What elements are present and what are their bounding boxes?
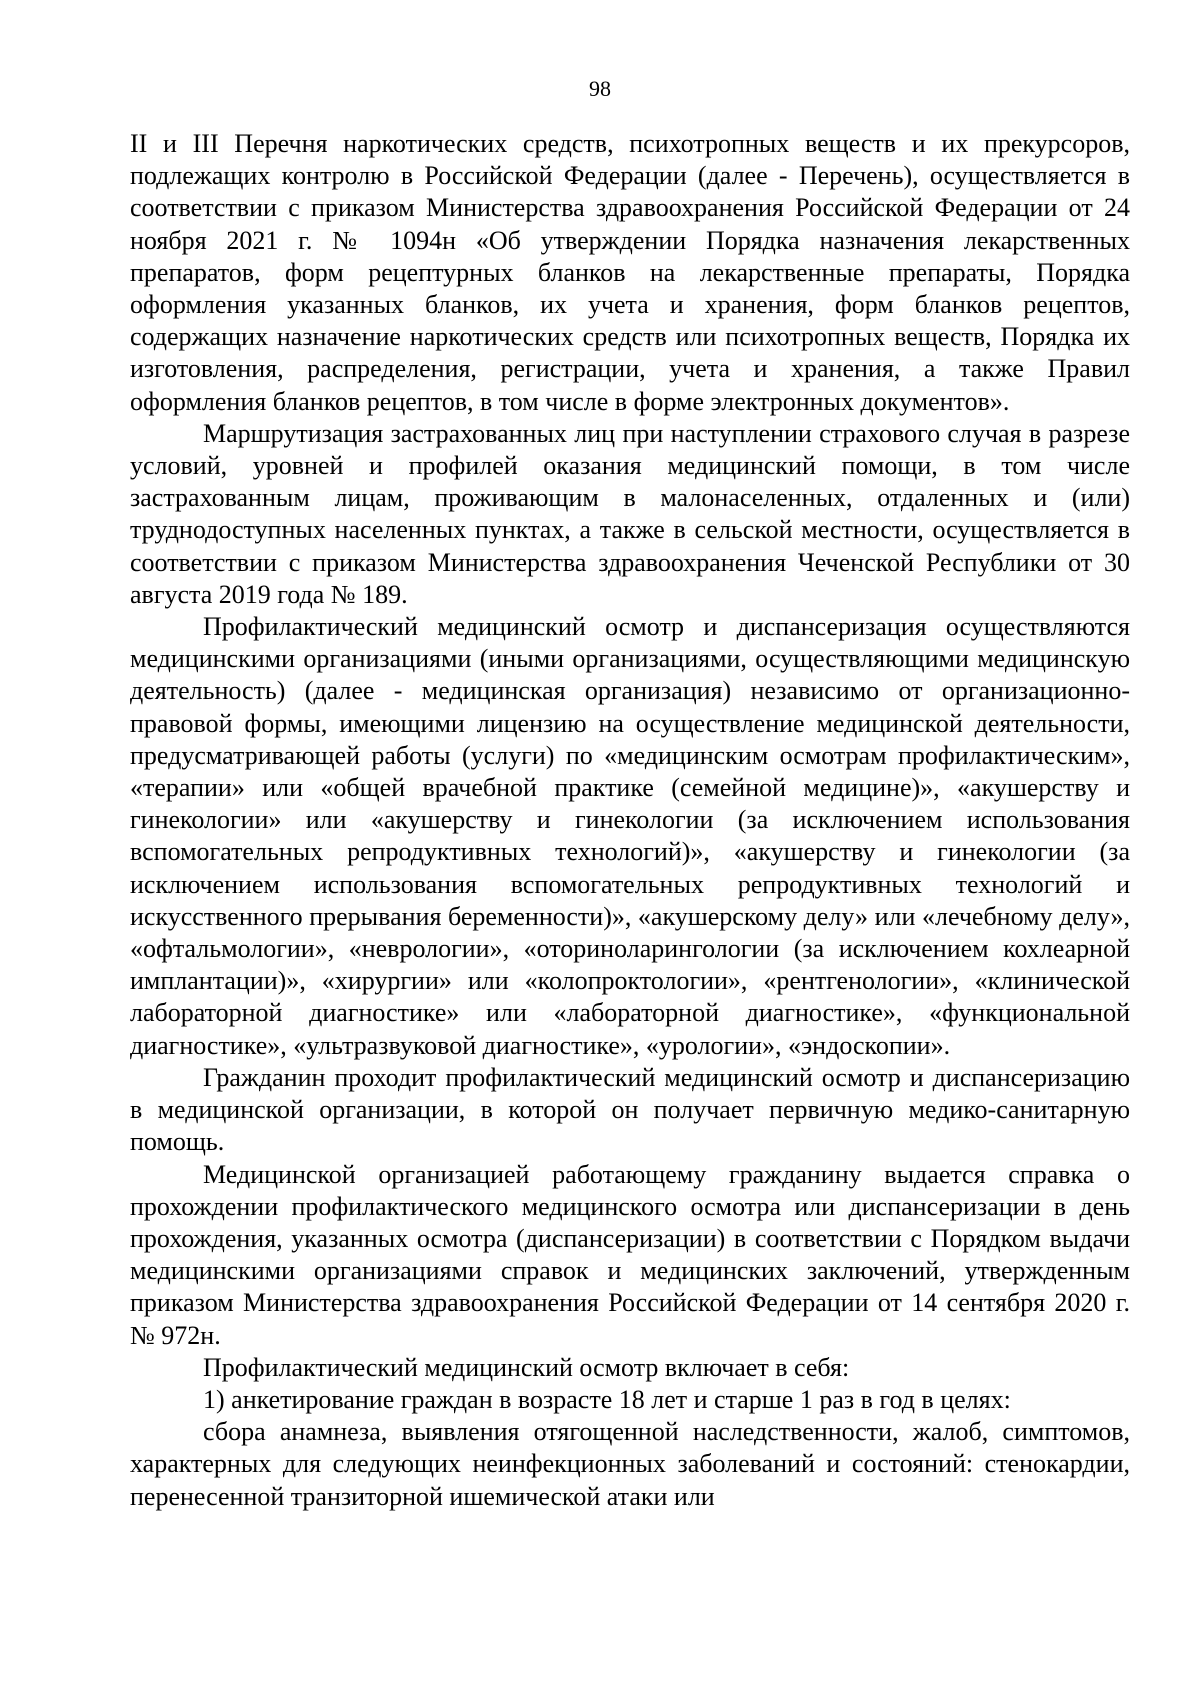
paragraph-preventive-exam-organizations: Профилактический медицинский осмотр и диспансеризация осуществляются медицинскими организациями (иными организациями, осуществляющими медицинскую деятельность) (далее - медицинская организация) независимо от организационно-правовой формы, имеющими лицензию на осуществление медицинской деятельности, предусматривающей работы (услуги) по «медицинским осмотрам профилактическим», «терапии» или «общей врачебной практике (семейной медицине)», «акушерству и гинекологии» или «акушерству и гинекологии (за исключением использования вспомогательных репродуктивных технологий)», «акушерству и гинекологии (за исключением использования вспомогательных репродуктивных технологий и искусственного прерывания беременности)», «акушерскому делу» или «лечебному делу», «офтальмологии», «неврологии», «оториноларингологии (за исключением кохлеарной имплантации)», «хирургии» или «колопроктологии», «рентгенологии», «клинической лабораторной диагностике» или «лабораторной диагностике», «функциональной диагностике», «ультразвуковой диагностике», «урологии», «эндоскопии». bbox=[130, 612, 1130, 1060]
list-item-questionnaire: 1) анкетирование граждан в возрасте 18 лет и старше 1 раз в год в целях: bbox=[203, 1384, 1011, 1414]
page-number: 98 bbox=[589, 76, 611, 101]
document-body bbox=[130, 128, 1130, 1513]
paragraph-certificate: Медицинской организацией работающему гражданину выдается справка о прохождении профилактического медицинского осмотра или диспансеризации в день прохождения, указанных осмотра (диспансеризации) в соответствии с Порядком выдачи медицинскими организациями справок и медицинских заключений, утвержденным приказом Министерства здравоохранения Российской Федерации от 14 сентября 2020 г. № 972н. bbox=[130, 1159, 1130, 1350]
paragraph-citizen-exam: Гражданин проходит профилактический медицинский осмотр и диспансеризацию в медицинской организации, в которой он получает первичную медико-санитарную помощь. bbox=[130, 1062, 1130, 1157]
paragraph-exam-includes: Профилактический медицинский осмотр включает в себя: bbox=[203, 1352, 850, 1382]
paragraph-routing: Маршрутизация застрахованных лиц при наступлении страхового случая в разрезе условий, уровней и профилей оказания медицинский помощи, в том числе застрахованным лицам, проживающим в малонаселенных, отдаленных и (или) труднодоступных населенных пунктах, а также в сельской местности, осуществляется в соответствии с приказом Министерства здравоохранения Чеченской Республики от 30 августа 2019 года № 189. bbox=[130, 418, 1130, 609]
paragraph-perechen-continuation: II и III Перечня наркотических средств, психотропных веществ и их прекурсоров, подлежащих контролю в Российской Федерации (далее - Перечень), осуществляется в соответствии с приказом Министерства здравоохранения Российской Федерации от 24 ноября 2021 г. № 1094н «Об утверждении Порядка назначения лекарственных препаратов, форм рецептурных бланков на лекарственные препараты, Порядка оформления указанных бланков, их учета и хранения, форм бланков рецептов, содержащих назначение наркотических средств или психотропных веществ, Порядка их изготовления, распределения, регистрации, учета и хранения, а также Правил оформления бланков рецептов, в том числе в форме электронных документов». bbox=[130, 129, 1130, 416]
paragraph-anamnesis: сбора анамнеза, выявления отягощенной наследственности, жалоб, симптомов, характерных для следующих неинфекционных заболеваний и состояний: стенокардии, перенесенной транзиторной ишемической атаки или bbox=[130, 1417, 1130, 1511]
